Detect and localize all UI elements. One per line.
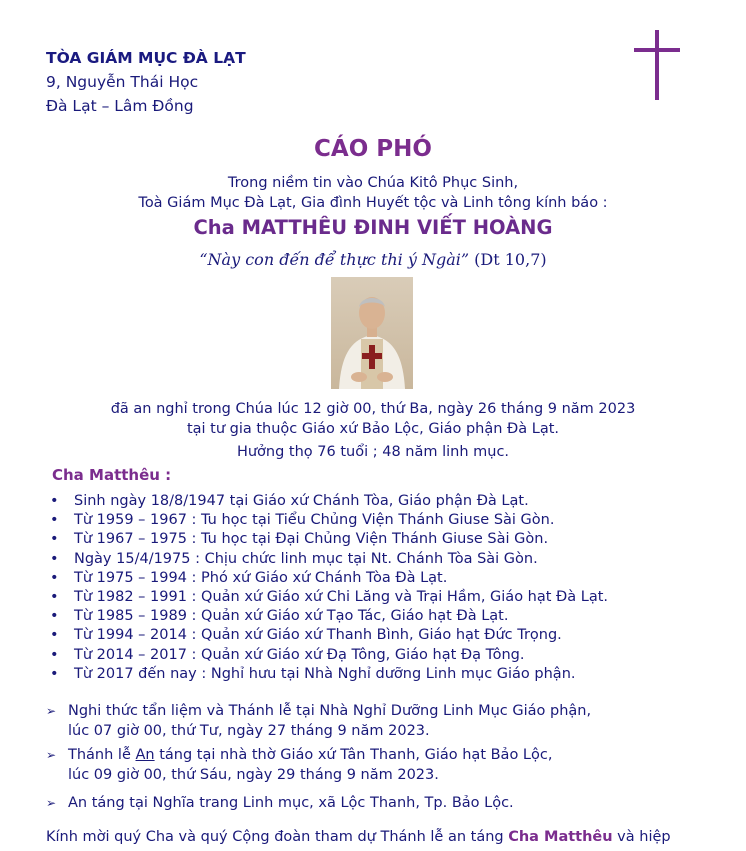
schedule-text: Nghi thức tẩn liệm và Thánh lễ tại Nhà Nghỉ Dưỡng Linh Mục Giáo phận, bbox=[68, 703, 592, 719]
funeral-schedule bbox=[46, 701, 591, 817]
schedule-text: An táng tại Nghĩa trang Linh mục, xã Lộc Thanh, Tp. Bảo Lộc. bbox=[68, 795, 514, 811]
invitation-text: và hiệp bbox=[612, 829, 671, 845]
diocese-header bbox=[46, 46, 246, 118]
diocese-name: TÒA GIÁM MỤC ĐÀ LẠT bbox=[46, 49, 246, 67]
page-title: CÁO PHÓ bbox=[314, 136, 432, 162]
scripture-quote bbox=[0, 250, 746, 269]
death-time: đã an nghỉ trong Chúa lúc 12 giờ 00, thứ Ba, ngày 26 tháng 9 năm 2023 bbox=[110, 401, 636, 417]
intro-line-2: Toà Giám Mục Đà Lạt, Gia đình Huyết tộc và Linh tông kính báo : bbox=[138, 195, 608, 211]
list-item: • Sinh ngày 18/8/1947 tại Giáo xứ Chánh Tòa, Giáo phận Đà Lạt. bbox=[50, 492, 608, 511]
age-line: Hưởng thọ 76 tuổi ; 48 năm linh mục. bbox=[236, 444, 510, 460]
list-item: • Từ 1967 – 1975 : Tu học tại Đại Chủng Viện Thánh Giuse Sài Gòn. bbox=[50, 530, 608, 549]
biography-title: Cha Matthêu : bbox=[52, 466, 172, 484]
cross-icon bbox=[634, 30, 680, 100]
schedule-text: lúc 09 giờ 00, thứ Sáu, ngày 29 tháng 9 năm 2023. bbox=[68, 767, 439, 783]
arrow-bullet-icon: ➢ bbox=[46, 704, 57, 718]
list-item: • Từ 1982 – 1991 : Quản xứ Giáo xứ Chi Lăng và Trại Hầm, Giáo hạt Đà Lạt. bbox=[50, 588, 608, 607]
schedule-text: lúc 07 giờ 00, thứ Tư, ngày 27 tháng 9 năm 2023. bbox=[68, 723, 430, 739]
quote-text: “Này con đến để thực thi ý Ngài” bbox=[199, 250, 470, 269]
list-item: • Từ 1959 – 1967 : Tu học tại Tiểu Chủng Viện Thánh Giuse Sài Gòn. bbox=[50, 511, 608, 530]
diocese-address-street: 9, Nguyễn Thái Học bbox=[46, 73, 199, 91]
arrow-bullet-icon: ➢ bbox=[46, 796, 57, 810]
quote-reference: (Dt 10,7) bbox=[469, 250, 547, 269]
deceased-name: Cha MATTHÊU ĐINH VIẾT HOÀNG bbox=[193, 216, 553, 239]
schedule-item bbox=[46, 701, 591, 741]
invitation-line bbox=[46, 829, 671, 845]
invitation-text: Kính mời quý Cha và quý Cộng đoàn tham dự Thánh lễ an táng bbox=[46, 829, 509, 845]
schedule-text-part: táng tại nhà thờ Giáo xứ Tân Thanh, Giáo hạt Bảo Lộc, bbox=[154, 747, 553, 763]
portrait-photo bbox=[331, 277, 413, 389]
list-item: • Từ 1985 – 1989 : Quản xứ Giáo xứ Tạo Tác, Giáo hạt Đà Lạt. bbox=[50, 607, 608, 626]
schedule-item bbox=[46, 793, 591, 813]
list-item: • Từ 1994 – 2014 : Quản xứ Giáo xứ Thanh Bình, Giáo hạt Đức Trọng. bbox=[50, 626, 608, 645]
schedule-text-part: Thánh lễ bbox=[68, 747, 136, 763]
biography-list bbox=[50, 492, 608, 684]
list-item: • Từ 2017 đến nay : Nghỉ hưu tại Nhà Nghỉ dưỡng Linh mục Giáo phận. bbox=[50, 665, 608, 684]
death-place: tại tư gia thuộc Giáo xứ Bảo Lộc, Giáo phận Đà Lạt. bbox=[186, 421, 560, 437]
list-item: • Từ 2014 – 2017 : Quản xứ Giáo xứ Đạ Tông, Giáo hạt Đạ Tông. bbox=[50, 646, 608, 665]
an-link[interactable]: An bbox=[135, 747, 155, 763]
diocese-address-city: Đà Lạt – Lâm Đồng bbox=[46, 97, 194, 115]
list-item: • Từ 1975 – 1994 : Phó xứ Giáo xứ Chánh Tòa Đà Lạt. bbox=[50, 569, 608, 588]
invitation-highlight: Cha Matthêu bbox=[508, 829, 613, 845]
announcement-intro bbox=[0, 173, 746, 213]
schedule-item bbox=[46, 745, 591, 785]
death-notice bbox=[0, 399, 746, 439]
schedule-text bbox=[68, 745, 591, 765]
arrow-bullet-icon: ➢ bbox=[46, 748, 57, 762]
intro-line-1: Trong niềm tin vào Chúa Kitô Phục Sinh, bbox=[227, 175, 519, 191]
list-item: • Ngày 15/4/1975 : Chịu chức linh mục tại Nt. Chánh Tòa Sài Gòn. bbox=[50, 550, 608, 569]
